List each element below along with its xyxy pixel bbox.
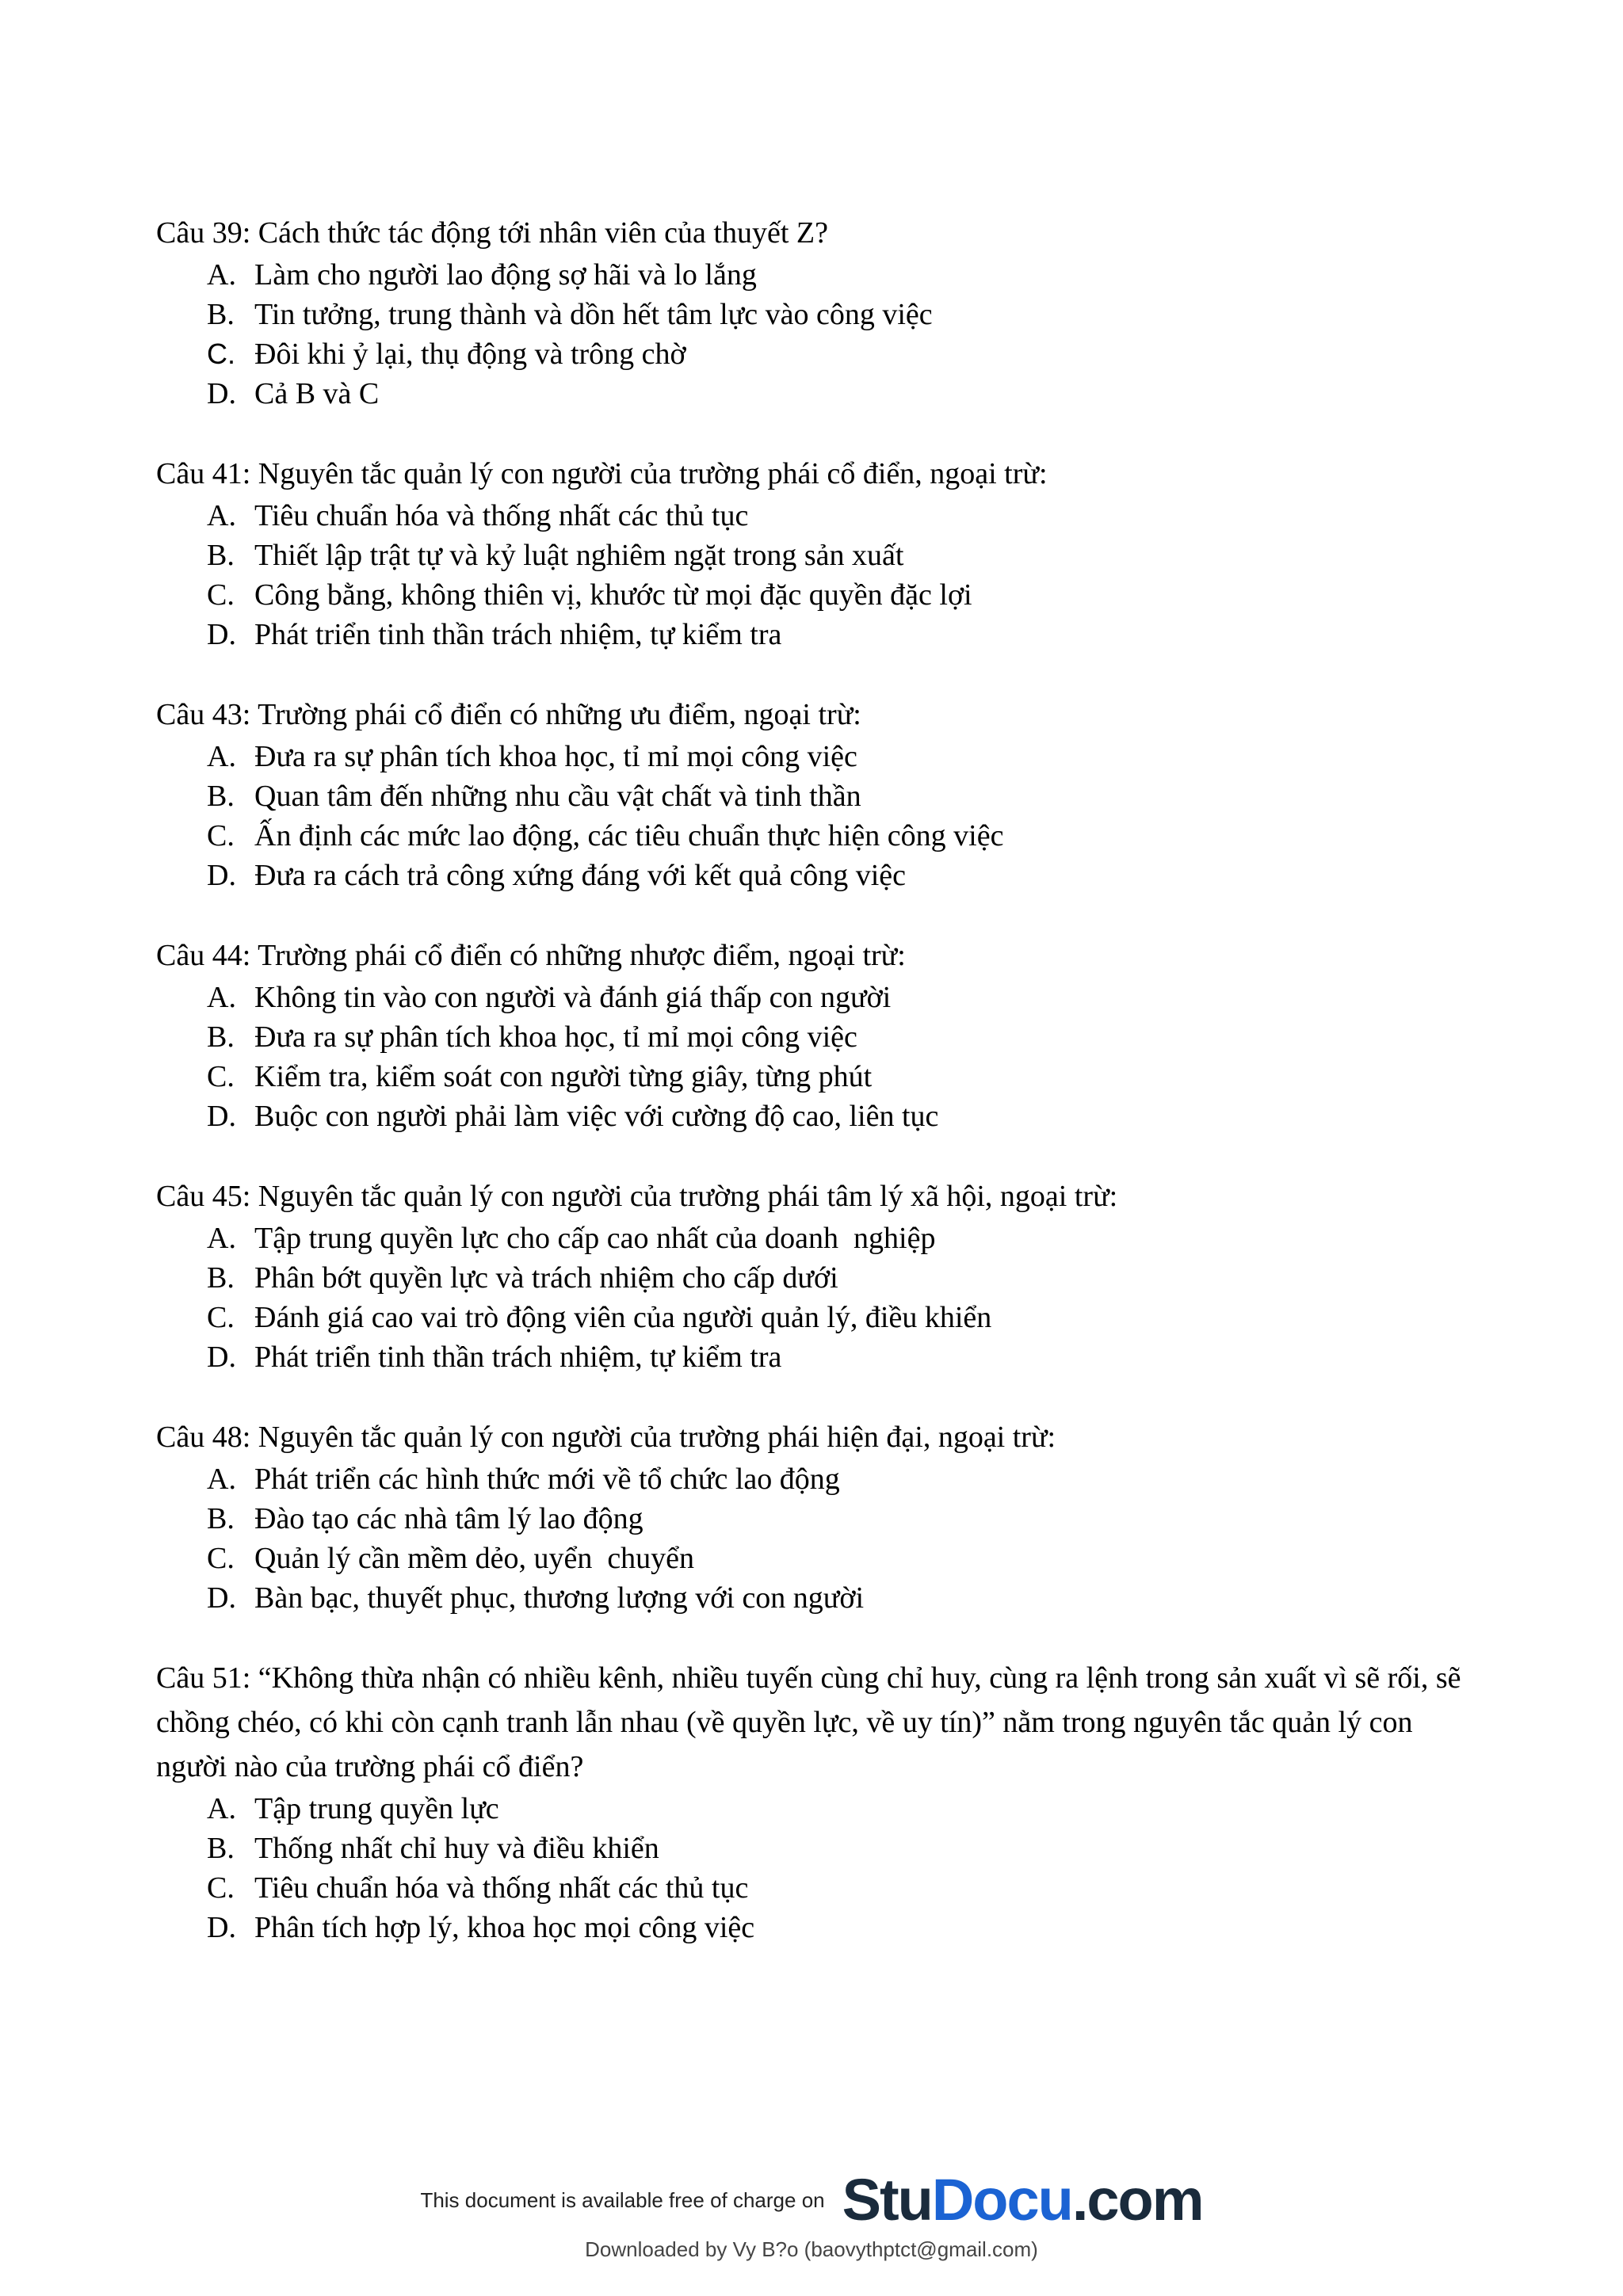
option-d <box>156 615 1487 654</box>
option-text: Công bằng, không thiên vị, khước từ mọi đặc quyền đặc lợi <box>254 578 972 612</box>
option-b <box>156 1499 1487 1539</box>
question-title: Câu 51: “Không thừa nhận có nhiều kênh, nhiều tuyến cùng chỉ huy, cùng ra lệnh trong sản xuất vì sẽ rối, sẽ chồng chéo, có khi còn cạnh tranh lẫn nhau (về quyền lực, về uy tín)” nằm trong nguyên tắc quản lý con người nào của trường phái cổ điển? <box>156 1661 1461 1783</box>
option-text: Bàn bạc, thuyết phục, thương lượng với con người <box>254 1581 865 1615</box>
option-text: Đưa ra sự phân tích khoa học, tỉ mỉ mọi công việc <box>254 1020 857 1054</box>
option-text: Tập trung quyền lực cho cấp cao nhất của doanh nghiệp <box>254 1222 936 1255</box>
option-letter: A. <box>207 1222 236 1255</box>
option-a <box>156 1219 1487 1258</box>
option-letter: B. <box>207 539 235 572</box>
option-list <box>156 1459 1487 1618</box>
option-letter: A. <box>207 1792 236 1825</box>
option-d <box>156 1097 1487 1136</box>
question-44 <box>156 933 1487 1136</box>
option-letter: A. <box>207 499 236 532</box>
option-letter: D. <box>207 377 236 410</box>
availability-banner[interactable] <box>420 2167 1203 2233</box>
option-d <box>156 1578 1487 1618</box>
option-letter: B. <box>207 780 235 813</box>
option-letter: D. <box>207 1341 236 1374</box>
option-text: Quản lý cần mềm dẻo, uyển chuyển <box>254 1542 695 1575</box>
option-letter: B. <box>207 1261 235 1295</box>
option-c <box>156 816 1487 856</box>
question-title: Câu 43: Trường phái cổ điển có những ưu điểm, ngoại trừ: <box>156 698 861 731</box>
option-b <box>156 776 1487 816</box>
option-letter: D. <box>207 1581 236 1615</box>
option-text: Tập trung quyền lực <box>254 1792 499 1825</box>
option-a <box>156 255 1487 295</box>
option-letter: B. <box>207 1502 235 1535</box>
option-c <box>156 1868 1487 1908</box>
option-d <box>156 856 1487 895</box>
question-51 <box>156 1656 1487 1947</box>
option-text: Thiết lập trật tự và kỷ luật nghiêm ngặt trong sản xuất <box>254 539 904 572</box>
option-letter: D. <box>207 618 236 651</box>
option-c <box>156 1057 1487 1097</box>
option-letter: A. <box>207 740 236 773</box>
option-letter: C. <box>207 1542 235 1575</box>
option-letter: C. <box>207 1871 235 1905</box>
option-letter: C. <box>207 338 235 370</box>
option-text: Cả B và C <box>254 377 380 410</box>
option-b <box>156 295 1487 334</box>
option-letter: D. <box>207 1911 236 1944</box>
option-b <box>156 1017 1487 1057</box>
option-letter: B. <box>207 298 235 331</box>
option-c <box>156 1298 1487 1337</box>
option-letter: A. <box>207 1463 236 1496</box>
option-text: Tiêu chuẩn hóa và thống nhất các thủ tục <box>254 499 749 532</box>
option-letter: D. <box>207 1100 236 1133</box>
option-text: Phát triển các hình thức mới về tổ chức lao động <box>254 1463 840 1496</box>
option-list <box>156 978 1487 1136</box>
option-letter: A. <box>207 258 236 292</box>
option-b <box>156 1829 1487 1868</box>
availability-text: This document is available free of charge on <box>420 2187 825 2212</box>
option-text: Quan tâm đến những nhu cầu vật chất và tinh thần <box>254 780 861 813</box>
option-text: Ấn định các mức lao động, các tiêu chuẩn thực hiện công việc <box>254 819 1004 852</box>
option-a <box>156 978 1487 1017</box>
option-text: Đôi khi ỷ lại, thụ động và trông chờ <box>254 338 686 371</box>
option-letter: C. <box>207 819 235 852</box>
option-d <box>156 1908 1487 1947</box>
option-text: Không tin vào con người và đánh giá thấp con người <box>254 981 892 1014</box>
option-d <box>156 374 1487 414</box>
option-letter: C. <box>207 578 235 612</box>
option-b <box>156 536 1487 575</box>
option-d <box>156 1337 1487 1377</box>
question-title: Câu 44: Trường phái cổ điển có những nhược điểm, ngoại trừ: <box>156 939 906 972</box>
option-list <box>156 496 1487 654</box>
option-text: Phát triển tinh thần trách nhiệm, tự kiểm tra <box>254 618 782 651</box>
option-text: Làm cho người lao động sợ hãi và lo lắng <box>254 258 757 292</box>
question-43 <box>156 692 1487 895</box>
option-text: Buộc con người phải làm việc với cường độ cao, liên tục <box>254 1100 939 1133</box>
option-a <box>156 496 1487 536</box>
option-text: Phân tích hợp lý, khoa học mọi công việc <box>254 1911 755 1944</box>
option-text: Tin tưởng, trung thành và dồn hết tâm lực vào công việc <box>254 298 933 331</box>
option-c <box>156 1539 1487 1578</box>
question-45 <box>156 1174 1487 1377</box>
option-letter: D. <box>207 859 236 892</box>
question-title: Câu 41: Nguyên tắc quản lý con người của trường phái cổ điển, ngoại trừ: <box>156 457 1048 490</box>
option-text: Thống nhất chỉ huy và điều khiển <box>254 1832 659 1865</box>
option-text: Đánh giá cao vai trò động viên của người quản lý, điều khiển <box>254 1301 992 1334</box>
question-title: Câu 45: Nguyên tắc quản lý con người của trường phái tâm lý xã hội, ngoại trừ: <box>156 1180 1118 1213</box>
option-text: Phân bớt quyền lực và trách nhiệm cho cấp dưới <box>254 1261 838 1295</box>
option-a <box>156 1459 1487 1499</box>
option-letter: C. <box>207 1060 235 1093</box>
option-text: Đưa ra sự phân tích khoa học, tỉ mỉ mọi công việc <box>254 740 857 773</box>
option-text: Đưa ra cách trả công xứng đáng với kết quả công việc <box>254 859 907 892</box>
studocu-logo[interactable]: StuDocu.com <box>842 2167 1203 2233</box>
option-list <box>156 255 1487 414</box>
option-list <box>156 1789 1487 1947</box>
question-39 <box>156 211 1487 414</box>
option-letter: B. <box>207 1020 235 1054</box>
option-c <box>156 575 1487 615</box>
studocu-footer <box>0 2167 1623 2262</box>
option-text: Kiểm tra, kiểm soát con người từng giây, từng phút <box>254 1060 873 1093</box>
option-letter: C. <box>207 1301 235 1334</box>
option-letter: B. <box>207 1832 235 1865</box>
option-text: Tiêu chuẩn hóa và thống nhất các thủ tục <box>254 1871 749 1905</box>
option-a <box>156 737 1487 776</box>
question-41 <box>156 452 1487 654</box>
question-title: Câu 39: Cách thức tác động tới nhân viên của thuyết Z? <box>156 216 828 250</box>
option-text: Đào tạo các nhà tâm lý lao động <box>254 1502 643 1535</box>
option-c <box>156 334 1487 374</box>
option-letter: A. <box>207 981 236 1014</box>
question-title: Câu 48: Nguyên tắc quản lý con người của trường phái hiện đại, ngoại trừ: <box>156 1421 1056 1454</box>
option-a <box>156 1789 1487 1829</box>
option-b <box>156 1258 1487 1298</box>
document-body <box>156 211 1487 1985</box>
question-48 <box>156 1415 1487 1618</box>
download-notice: Downloaded by Vy B?o (baovythptct@gmail.com) <box>585 2237 1038 2261</box>
option-text: Phát triển tinh thần trách nhiệm, tự kiểm tra <box>254 1341 782 1374</box>
option-list <box>156 1219 1487 1377</box>
option-list <box>156 737 1487 895</box>
